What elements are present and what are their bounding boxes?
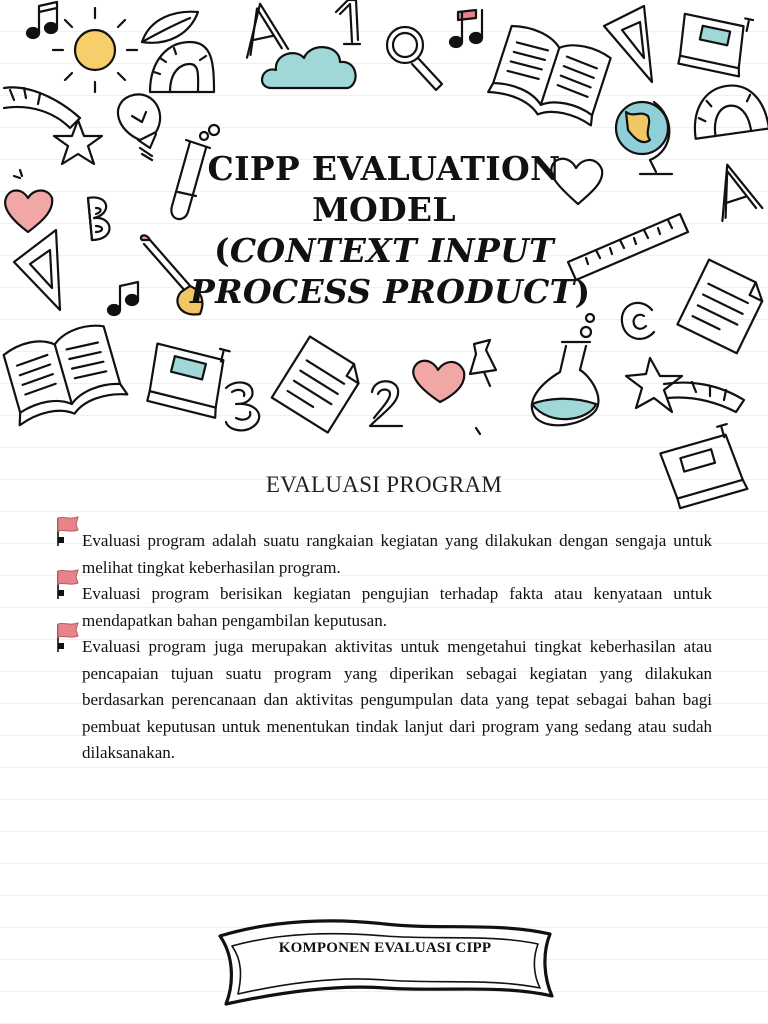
ribbon-banner	[212, 914, 558, 1010]
bullet-item	[52, 634, 712, 767]
flag-bullet-icon	[52, 514, 82, 548]
letter-c-doodle	[622, 303, 654, 339]
open-book-icon	[486, 22, 613, 131]
title-line-4	[190, 271, 591, 312]
document-icon	[677, 260, 768, 354]
protractor-icon	[689, 81, 768, 139]
triangle-ruler-icon	[14, 230, 60, 310]
shooting-star-icon	[4, 87, 102, 164]
title-line-2: MODEL	[312, 190, 456, 229]
book-icon	[143, 334, 231, 418]
music-note-icon	[27, 2, 57, 38]
title-close-paren: )	[574, 272, 591, 311]
star-icon	[626, 358, 744, 412]
sun-icon	[53, 8, 137, 92]
music-note-icon	[450, 10, 482, 47]
document-icon	[272, 337, 366, 433]
magnifier-icon	[387, 27, 442, 90]
bullet-item	[52, 581, 712, 634]
bullet-square	[58, 643, 64, 649]
heart-icon	[5, 191, 52, 233]
flask-icon	[532, 314, 599, 425]
lightbulb-icon	[118, 94, 160, 160]
letter-a-doodle	[237, 0, 288, 58]
document-title	[190, 148, 591, 312]
bullet-list	[52, 528, 712, 767]
book-icon	[674, 6, 753, 77]
flag-bullet-icon	[52, 567, 82, 601]
music-note-icon	[108, 282, 138, 315]
heart-icon	[413, 361, 464, 402]
title-line-1: CIPP EVALUATION	[207, 149, 561, 188]
protractor-icon	[150, 42, 214, 92]
bullet-square	[58, 590, 64, 596]
globe-icon	[616, 102, 672, 174]
bullet-text: Evaluasi program juga merupakan aktivitas untuk mengetahui tingkat keberhasilan atau pencapaian tujuan suatu program yang diperikan sebagai kegiatan yang dilakukan berdasarkan perencanaan dan aktivitas pengumpulan data yang tepat sebagai bahan bagi pembuat keputusan untuk menentukan tindak lanjut dari program yang sedang atau sudah dilaksanakan.	[82, 637, 712, 762]
bullet-text: Evaluasi program adalah suatu rangkaian kegiatan yang dilakukan dengan sengaja untuk melihat tingkat keberhasilan program.	[82, 531, 712, 577]
number-two-doodle	[370, 381, 402, 426]
title-line-4-italic: PROCESS PRODUCT	[190, 272, 575, 311]
push-pin-icon	[470, 340, 496, 386]
triangle-ruler-icon	[604, 6, 652, 82]
flag-bullet-icon	[52, 620, 82, 654]
title-open-paren: (	[213, 231, 230, 270]
letter-a-doodle	[706, 159, 762, 221]
title-line-3-italic: CONTEXT INPUT	[229, 231, 555, 270]
section-heading: EVALUASI PROGRAM	[265, 472, 503, 497]
letter-b-doodle	[88, 197, 110, 240]
title-line-3	[190, 230, 578, 271]
ruler-icon	[568, 214, 688, 280]
cloud-icon	[262, 47, 356, 88]
open-book-icon	[0, 320, 128, 429]
bullet-square	[58, 537, 64, 543]
bullet-text: Evaluasi program berisikan kegiatan pengujian terhadap fakta atau kenyataan untuk mendapatkan bahan pengambilan keputusan.	[82, 584, 712, 630]
number-three-doodle	[226, 382, 259, 430]
banner-label: KOMPONEN EVALUASI CIPP	[278, 940, 492, 956]
bullet-item	[52, 528, 712, 581]
number-one-doodle	[336, 0, 360, 44]
leaf-icon	[142, 12, 198, 43]
